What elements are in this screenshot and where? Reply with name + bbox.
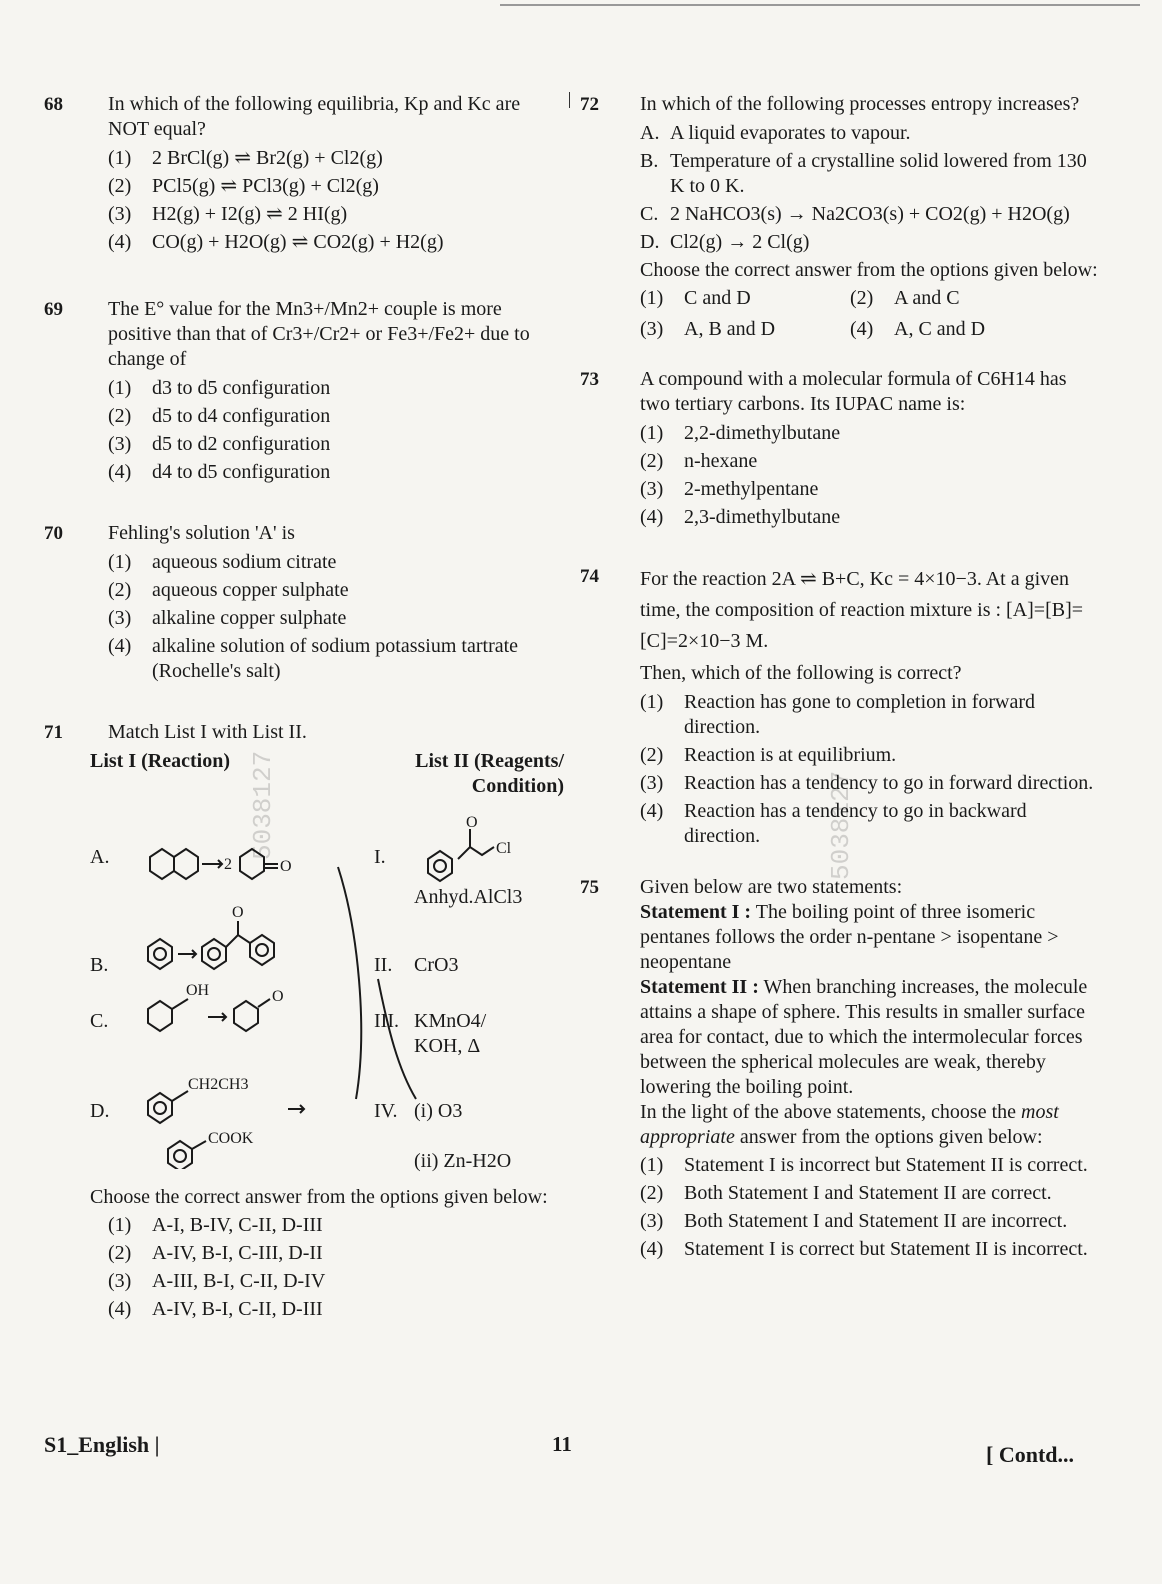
option: (3) d5 to d2 configuration: [108, 433, 331, 455]
option: (3) A, B and D: [640, 318, 776, 340]
svg-text:O: O: [232, 904, 244, 921]
question-69: [44, 297, 564, 485]
reagent-iii: KMnO4/ KOH, Δ: [414, 1010, 487, 1057]
reagent-ii: CrO3: [414, 954, 459, 976]
option: (1) d3 to d5 configuration: [108, 377, 331, 399]
question-72: [580, 92, 1100, 345]
carboxylate-label: COOK: [208, 1130, 254, 1147]
option: (1) Statement I is incorrect but Statement II is correct.: [640, 1154, 1088, 1176]
option: (4) CO(g) + H2O(g) ⇌ CO2(g) + H2(g): [108, 231, 444, 253]
match-table: [90, 809, 564, 1172]
benzene-ring-icon: [168, 1141, 192, 1169]
option: (1) aqueous sodium citrate: [108, 551, 337, 573]
question-stem: A compound with a molecular formula of C6H14 has two tertiary carbons. Its IUPAC name is:: [640, 368, 1067, 415]
hydroxyl-label: OH: [186, 982, 210, 999]
chlorine-label: Cl: [496, 840, 512, 857]
intro: Given below are two statements:: [640, 876, 903, 898]
option: (1) 2,2-dimethylbutane: [640, 422, 841, 444]
match-row-d: D. IV. (i) O3 (ii) Zn-H2O: [90, 1100, 512, 1172]
question-number: 74: [580, 566, 599, 587]
match-list-headers: [90, 749, 564, 799]
statement-1: Statement I : The boiling point of three isomeric pentanes follows the order n-pentane > isopentane > neopentane: [640, 901, 1059, 973]
option: (4) 2,3-dimethylbutane: [640, 506, 841, 528]
statement-item: D. Cl2(g) → 2 Cl(g): [640, 231, 810, 253]
option: (4) alkaline solution of sodium potassium tartrate (Rochelle's salt): [108, 635, 519, 682]
reagent-iv: (i) O3: [414, 1100, 463, 1122]
choose-instruction: Choose the correct answer from the options given below:: [640, 259, 1098, 281]
watermark-right: 5038127: [826, 770, 856, 880]
statement-2: Statement II : When branching increases, the molecule attains a shape of sphere. This results in smaller surface area for contact, due to which the intermolecular forces between the spherical molecules are weak, thereby lowering the boiling point.: [640, 976, 1088, 1098]
column-divider: [569, 92, 570, 108]
option: (3) A-III, B-I, C-II, D-IV: [108, 1270, 326, 1292]
options: [108, 550, 564, 684]
question-number: 69: [44, 299, 63, 320]
options: [640, 690, 1100, 849]
footer-page-number: 11: [552, 1432, 572, 1456]
question-75: [580, 875, 1100, 1262]
option: (2) d5 to d4 configuration: [108, 405, 331, 427]
question-73: [580, 367, 1100, 530]
option: (3) Both Statement I and Statement II are incorrect.: [640, 1210, 1068, 1232]
top-rule: [500, 4, 1140, 6]
statements: [640, 121, 1100, 255]
option: (3) alkaline copper sulphate: [108, 607, 347, 629]
svg-text:O: O: [272, 988, 284, 1005]
option: (4) Statement I is correct but Statement II is incorrect.: [640, 1238, 1088, 1260]
light-instruction: In the light of the above statements, choose the most appropriate answer from the options given below:: [640, 1101, 1059, 1148]
match-row-c: C. III. KMnO4/ KOH, Δ: [108, 991, 568, 1055]
option: (1) A-I, B-IV, C-II, D-III: [108, 1214, 323, 1236]
options: [640, 421, 1100, 530]
option: (1) Reaction has gone to completion in forward direction.: [640, 691, 1036, 738]
option: (2) PCl5(g) ⇌ PCl3(g) + Cl2(g): [108, 175, 379, 197]
option: (3) Reaction has a tendency to go in forward direction.: [640, 772, 1094, 794]
option: (2) n-hexane: [640, 450, 758, 472]
list-2-header: List II (Reagents/ Condition): [415, 750, 564, 797]
options: [108, 1213, 564, 1322]
option: (4) A, C and D: [850, 318, 986, 340]
watermark-left: 5038127: [248, 750, 278, 860]
option: (2) A-IV, B-I, C-III, D-II: [108, 1242, 323, 1264]
svg-text:O: O: [466, 814, 478, 831]
svg-text:O: O: [280, 858, 292, 875]
question-68: [44, 92, 564, 255]
options-grid: [640, 283, 1100, 345]
question-number: 75: [580, 877, 599, 898]
statement-item: C. 2 NaHCO3(s) → Na2CO3(s) + CO2(g) + H2O(g): [640, 203, 1070, 225]
footer-continued: [ Contd...: [986, 1442, 1075, 1467]
statement-item: B. Temperature of a crystalline solid lowered from 130 K to 0 K.: [640, 150, 1087, 197]
options: [108, 146, 564, 255]
question-70: [44, 521, 564, 684]
question-stem: For the reaction 2A ⇌ B+C, Kc = 4×10−3. At a given time, the composition of reaction mixture is : [A]=[B]=[C]=2×10−3 M.: [640, 568, 1084, 652]
question-number: 71: [44, 722, 63, 743]
option: (4) d4 to d5 configuration: [108, 461, 331, 483]
option: (4) A-IV, B-I, C-II, D-III: [108, 1298, 323, 1320]
question-number: 70: [44, 523, 63, 544]
options: [640, 1153, 1100, 1262]
question-number: 72: [580, 94, 599, 115]
svg-text:2: 2: [224, 856, 232, 873]
option: (4) Reaction has a tendency to go in backward direction.: [640, 800, 1027, 847]
option: (1) 2 BrCl(g) ⇌ Br2(g) + Cl2(g): [108, 147, 383, 169]
option: (2) A and C: [850, 287, 960, 309]
question-stem: The E° value for the Mn3+/Mn2+ couple is more positive than that of Cr3+/Cr2+ or Fe3+/Fe2+ due to change of: [108, 298, 530, 370]
question-71: [44, 720, 564, 1322]
option: (1) C and D: [640, 287, 751, 309]
list-1-header: List I (Reaction): [90, 750, 230, 772]
question-stem: Fehling's solution 'A' is: [108, 522, 295, 544]
question-stem-2: Then, which of the following is correct?: [640, 662, 962, 684]
options: [108, 376, 564, 485]
footer-paper-code: S1_English |: [44, 1432, 160, 1457]
match-row-b: B. II. CrO3: [90, 954, 459, 976]
question-stem: Match List I with List II.: [108, 721, 307, 743]
option: (2) Both Statement I and Statement II are correct.: [640, 1182, 1052, 1204]
reagent-i: Anhyd.AlCl3: [414, 886, 523, 908]
match-row-a: A. I. Anhyd.AlCl3: [90, 846, 523, 908]
ethyl-label: CH2CH3: [188, 1076, 249, 1093]
question-number: 73: [580, 369, 599, 390]
question-stem: In which of the following processes entropy increases?: [640, 93, 1080, 115]
left-column: [44, 92, 564, 1325]
option: (2) aqueous copper sulphate: [108, 579, 349, 601]
option: (3) H2(g) + I2(g) ⇌ 2 HI(g): [108, 203, 348, 225]
right-column: [580, 92, 1100, 1265]
question-number: 68: [44, 94, 63, 115]
option: (3) 2-methylpentane: [640, 478, 819, 500]
reagent-iv-ii: (ii) Zn-H2O: [414, 1150, 512, 1172]
choose-instruction: Choose the correct answer from the options given below:: [90, 1186, 548, 1208]
question-stem: In which of the following equilibria, Kp and Kc are NOT equal?: [108, 93, 521, 140]
option: (2) Reaction is at equilibrium.: [640, 744, 897, 766]
statement-item: A. A liquid evaporates to vapour.: [640, 122, 911, 144]
